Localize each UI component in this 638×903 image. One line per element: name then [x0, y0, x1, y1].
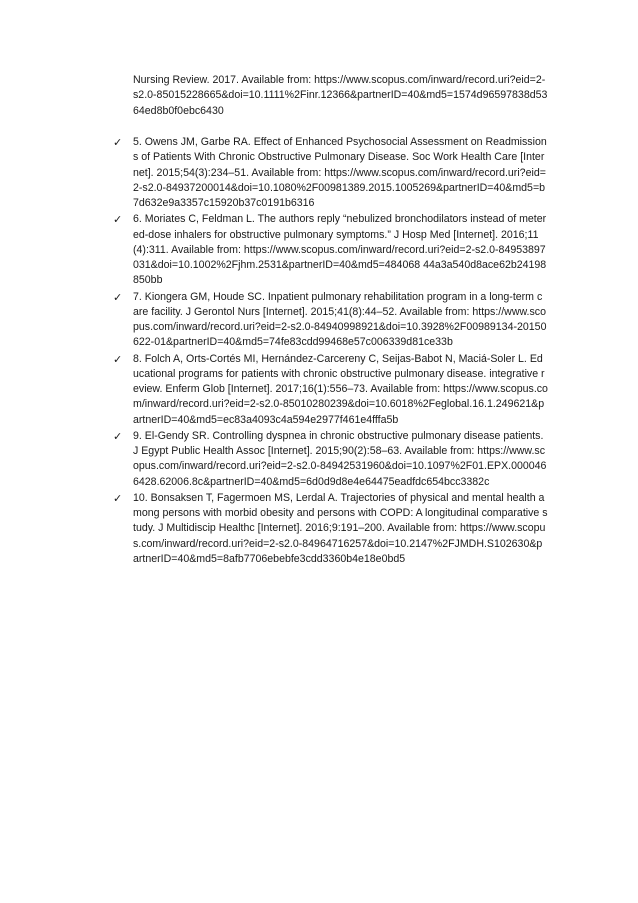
reference-text: 8. Folch A, Orts-Cortés MI, Hernández-Carcereny C, Seijas-Babot N, Maciá-Soler L. Educational programs for patients with chronic obstructive pulmonary disease. integrative review. Enferm Glob [Internet]. 2017;16(1):556–73. Available from: https://www.scopus.com/inward/record.uri?eid=2-s2.0-85010280239&doi=10.6018%2Feglobal.16.1.249621&partnerID=40&md5=ec83a4093c4a594e2977f461e4fffa5b: [133, 352, 548, 426]
reference-item: [0, 212, 638, 288]
reference-text: 10. Bonsaksen T, Fagermoen MS, Lerdal A. Trajectories of physical and mental health among persons with morbid obesity and persons with COPD: A longitudinal comparative study. J Multidiscip Healthc [Internet]. 2016;9:191–200. Available from: https://www.scopus.com/inward/record.uri?eid=2-s2.0-84964716257&doi=10.2147%2FJMDH.S102630&partnerID=40&md5=8afb7706ebebfe3cdd3360b4e18e0bd5: [133, 491, 548, 565]
check-mark-icon: ✓: [113, 290, 123, 304]
reference-text: 6. Moriates C, Feldman L. The authors reply “nebulized bronchodilators instead of metered-dose inhalers for obstructive pulmonary symptoms.” J Hosp Med [Internet]. 2016;11(4):311. Available from: https://www.scopus.com/inward/record.uri?eid=2-s2.0-84953897031&doi=10.1002%2Fjhm.2531&partnerID=40&md5=484068 44a3a540d8ace62b24198850bb: [133, 213, 547, 287]
reference-list: [0, 135, 638, 568]
check-mark-icon: ✓: [113, 352, 123, 366]
reference-item: [0, 429, 638, 490]
reference-item: [0, 352, 638, 428]
check-mark-icon: ✓: [113, 429, 123, 443]
reference-item: [0, 491, 638, 567]
check-mark-icon: ✓: [113, 491, 123, 505]
reference-continuation: Nursing Review. 2017. Available from: https://www.scopus.com/inward/record.uri?eid=2-s2.0-85015228665&doi=10.1111%2Finr.12366&partnerID=40&md5=1574d96597838d5364ed8b0f0ebc6430: [133, 74, 548, 117]
check-mark-icon: ✓: [113, 213, 123, 227]
reference-item: [0, 290, 638, 351]
reference-text: 9. El-Gendy SR. Controlling dyspnea in chronic obstructive pulmonary disease patients. J Egypt Public Health Assoc [Internet]. 2015;90(2):58–63. Available from: https://www.scopus.com/inward/record.uri?eid=2-s2.0-84942531960&doi=10.1097%2F01.EPX.0000466428.62006.8c&partnerID=40&md5=6d0d9d8e4e64475eadfdc654bcc3382c: [133, 429, 547, 488]
reference-text: 7. Kiongera GM, Houde SC. Inpatient pulmonary rehabilitation program in a long-term care facility. J Gerontol Nurs [Internet]. 2015;41(8):44–52. Available from: https://www.scopus.com/inward/record.uri?eid=2-s2.0-84940998921&doi=10.3928%2F00989134-20150622-01&partnerID=40&md5=74fe83cdd99468e57c006339d81ce33b: [133, 290, 547, 349]
check-mark-icon: ✓: [113, 136, 123, 149]
reference-text: 5. Owens JM, Garbe RA. Effect of Enhanced Psychosocial Assessment on Readmissions of Patients With Chronic Obstructive Pulmonary Disease. Soc Work Health Care [Internet]. 2015;54(3):234–51. Available from: https://www.scopus.com/inward/record.uri?eid=2-s2.0-84937200014&doi=10.1080%2F00981389.2015.1005269&partnerID=40&md5=b7d632e9a3357c15920b37c0191b6316: [133, 136, 547, 209]
reference-item: [0, 135, 638, 211]
